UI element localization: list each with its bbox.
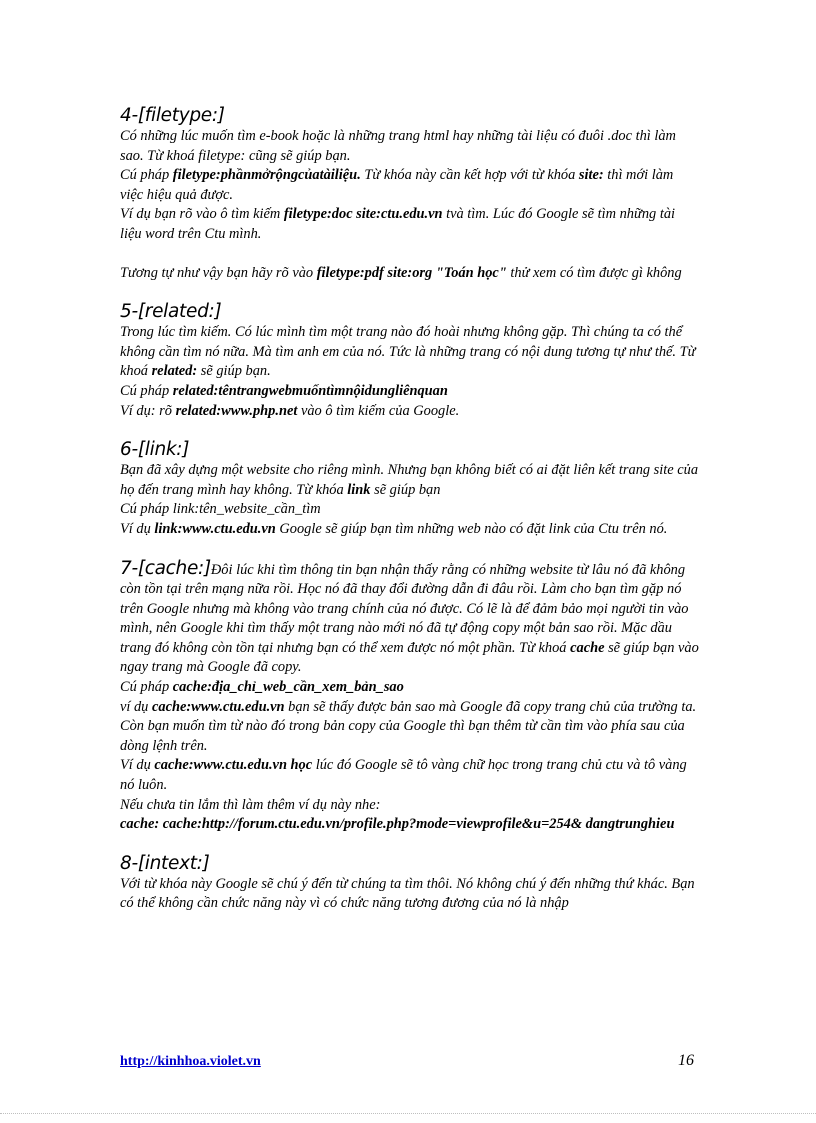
example-query: cache:www.ctu.edu.vn (151, 698, 285, 715)
paragraph: Tương tự như vậy bạn hãy rõ vào filetype:pdf site:org "Toán học" thử xem có tìm được gì không (120, 264, 682, 281)
paragraph: Nếu chưa tin lắm thì làm thêm ví dụ này nhe: (120, 796, 381, 813)
section-heading-link: 6-[link:] (120, 439, 190, 461)
paragraph: Ví dụ link:www.ctu.edu.vn Google sẽ giúp bạn tìm những web nào có đặt link của Ctu trên nó. (120, 520, 668, 537)
paragraph: Cú pháp filetype:phầnmởrộngcủatàiliệu. Từ khóa này cần kết hợp với từ khóa site: thì mới làm việc hiệu quả được. (120, 167, 674, 203)
syntax-keyword: related:têntrangwebmuốntìmnộidungliênquan (172, 382, 448, 399)
paragraph: ví dụ cache:www.ctu.edu.vn bạn sẽ thấy được bản sao mà Google đã copy trang chủ của trường ta. (120, 698, 697, 715)
section-intext (120, 852, 700, 914)
syntax-keyword: related: (151, 363, 198, 380)
section-heading-filetype: 4-[filetype:] (120, 105, 225, 126)
syntax-keyword: link (347, 481, 371, 498)
syntax-keyword: site: (578, 167, 604, 184)
example-query: cache: cache:http://forum.ctu.edu.vn/profile.php?mode=viewprofile&u=254& dangtrunghieu (120, 816, 675, 833)
section-heading-related: 5-[related:] (120, 301, 222, 323)
paragraph: Cú pháp cache:địa_chỉ_web_cần_xem_bản_sao (120, 679, 404, 696)
syntax-keyword: filetype:phầnmởrộngcủatàiliệu. (172, 167, 361, 184)
footer-link[interactable]: http://kinhhoa.violet.vn (120, 1054, 261, 1069)
example-query: cache:www.ctu.edu.vn học (154, 757, 313, 774)
section-heading-cache: 7-[cache:] (120, 557, 211, 579)
section-filetype (120, 104, 700, 283)
syntax-keyword: cache:địa_chỉ_web_cần_xem_bản_sao (172, 679, 404, 696)
paragraph: Ví dụ: rõ related:www.php.net vào ô tìm kiếm của Google. (120, 402, 460, 419)
paragraph: Có những lúc muốn tìm e-book hoặc là những trang html hay những tài liệu có đuôi .doc thì làm sao. Từ khoá filetype: cũng sẽ giúp bạn. (120, 128, 676, 164)
paragraph: Bạn đã xây dựng một website cho riêng mình. Nhưng bạn không biết có ai đặt liên kết trang site của họ đến trang mình hay không. Từ khóa link sẽ giúp bạn (120, 462, 699, 498)
section-related (120, 300, 700, 421)
example-query: filetype:pdf site:org "Toán học" (316, 264, 507, 281)
paragraph: Ví dụ bạn rõ vào ô tìm kiếm filetype:doc site:ctu.edu.vn tvà tìm. Lúc đó Google sẽ tìm những tài liệu word trên Ctu mình. (120, 206, 676, 242)
section-cache (120, 557, 700, 835)
example-query: related:www.php.net (175, 402, 298, 419)
paragraph: Với từ khóa này Google sẽ chú ý đến từ chúng ta tìm thôi. Nó không chú ý đến những thứ khác. Bạn có thể không cần chức năng này vì có chức năng tương đương của nó là nhập (120, 875, 695, 912)
page-number: 16 (678, 1052, 694, 1069)
section-link (120, 438, 700, 539)
syntax-keyword: cache (570, 639, 605, 656)
section-heading-intext: 8-[intext:] (120, 852, 210, 874)
paragraph: Ví dụ cache:www.ctu.edu.vn học lúc đó Google sẽ tô vàng chữ học trong trang chủ ctu và tô vàng nó luôn. (120, 757, 687, 794)
paragraph: Cú pháp link:tên_website_cần_tìm (120, 501, 321, 518)
paragraph (120, 815, 700, 835)
example-query: link:www.ctu.edu.vn (154, 520, 276, 537)
page-content (120, 104, 700, 931)
example-query: filetype:doc site:ctu.edu.vn (283, 206, 443, 223)
paragraph: Còn bạn muốn tìm từ nào đó trong bản copy của Google thì bạn thêm từ cần tìm vào phía sau của dòng lệnh trên. (120, 718, 685, 754)
paragraph: Cú pháp related:têntrangwebmuốntìmnộidungliênquan (120, 382, 448, 399)
paragraph: 7-[cache:]Đôi lúc khi tìm thông tin bạn nhận thấy rằng có những website từ lâu nó đã không còn tồn tại trên mạng nữa rồi. Học nó đã thay đổi đường dẫn đi đâu rồi. Làm cho bạn tìm gặp nó trên Google nhưng mà không vào trang chính của nó được. Có lẽ là để đảm bảo mọi người tin vào mình, nên Google khi tìm thấy một trang nào mới nó đã tự động copy một bản sao rồi. Mặc dầu trang đó không còn tồn tại nhưng bạn có thể xem được nó một phần. Từ khoá cache sẽ giúp bạn vào ngay trang mà Google đã copy. (120, 557, 699, 676)
paragraph: Trong lúc tìm kiếm. Có lúc mình tìm một trang nào đó hoài nhưng không gặp. Thì chúng ta có thể không cần tìm nó nữa. Mà tìm anh em của nó. Tức là những trang có nội dung tương tự như thế. Từ khoá related: sẽ giúp bạn. (120, 324, 696, 380)
page-bottom-divider (0, 1113, 816, 1114)
